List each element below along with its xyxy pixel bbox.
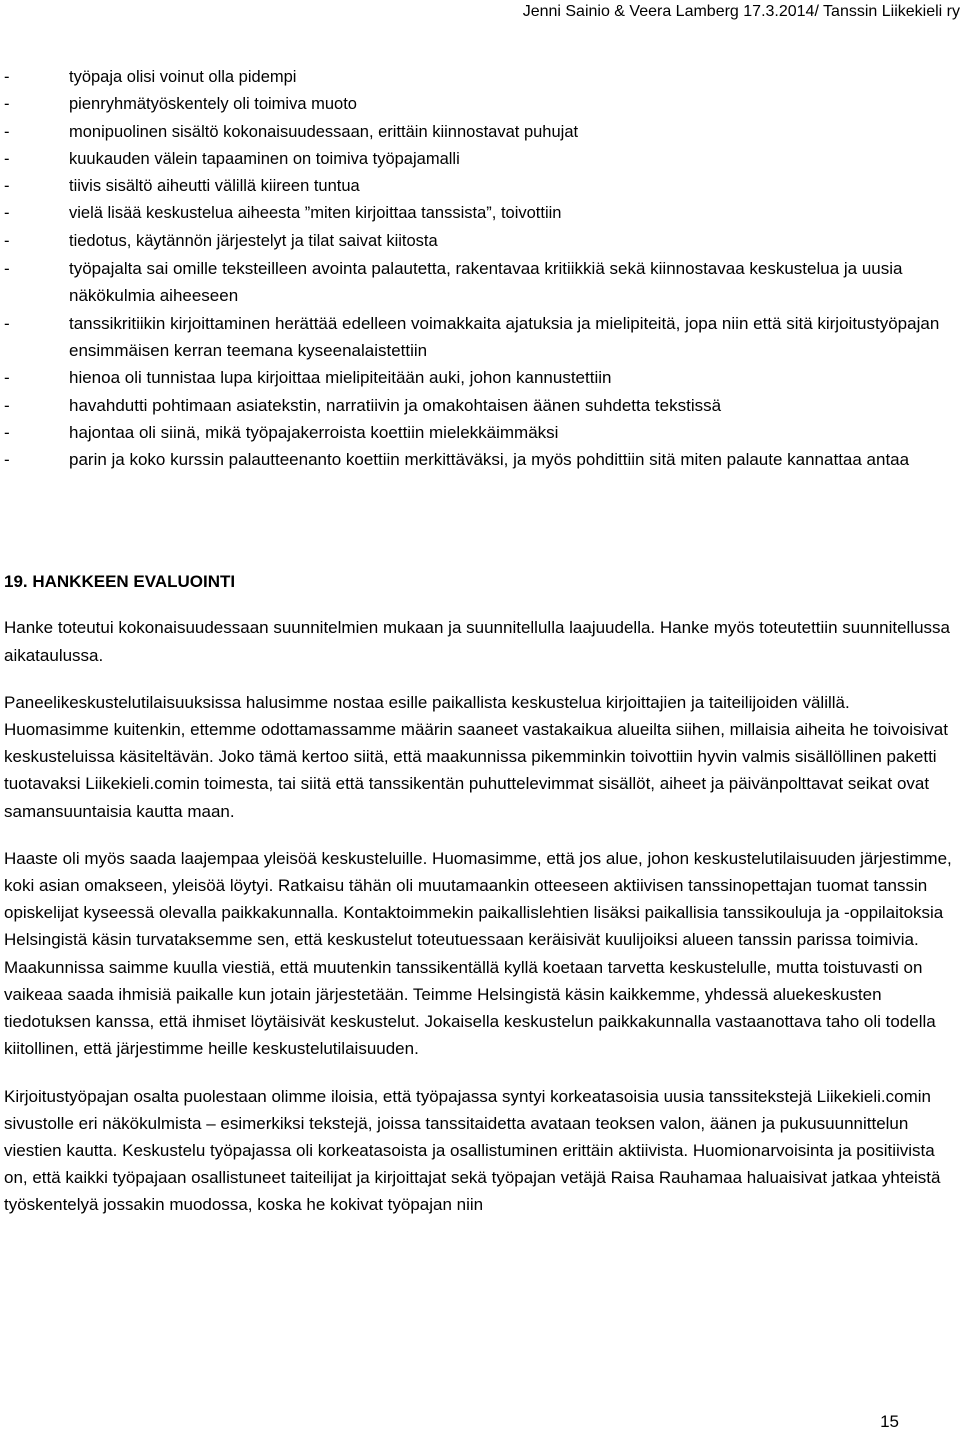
bullet-dash: - bbox=[4, 177, 10, 196]
bullet-item bbox=[4, 364, 954, 391]
bullet-text: tiivis sisältö aiheutti välillä kiireen tuntua bbox=[69, 177, 360, 196]
page-header: Jenni Sainio & Veera Lamberg 17.3.2014/ Tanssin Liikekieli ry bbox=[522, 3, 960, 20]
paragraph: Paneelikeskustelutilaisuuksissa halusimme nostaa esille paikallista keskustelua kirjoittajien ja taiteilijoiden välillä. Huomasimme kuitenkin, ettemme odottamassamme määrin saaneet vastakaikua alueilta siihen, millaisia aiheita he toivoisivat keskusteluissa käsiteltävän. Joko tämä kertoo siitä, että maakunnissa pikemminkin toivottiin hyvin valmis sisällöllinen paketti tuotavaksi Liikekieli.comin toimesta, tai siitä että tanssikentän puhuttelevimmat sisällöt, aiheet ja päivänpolttavat seikat ovat samansuuntaisia kautta maan. bbox=[4, 692, 948, 821]
bullet-dash: - bbox=[4, 395, 10, 415]
bullet-text: vielä lisää keskustelua aiheesta ”miten kirjoittaa tanssista”, toivottiin bbox=[69, 204, 562, 223]
bullet-text: tanssikritiikin kirjoittaminen herättää edelleen voimakkaita ajatuksia ja mielipiteitä, jopa niin että sitä kirjoitustyöpajan ensimmäisen kerran teemana kyseenalaistettiin bbox=[69, 313, 940, 360]
feedback-bullet-list bbox=[4, 64, 954, 473]
page-number: 15 bbox=[880, 1412, 899, 1431]
paragraph: Haaste oli myös saada laajempaa yleisöä keskusteluille. Huomasimme, että jos alue, johon keskustelutilaisuuden järjestimme, koki asian omakseen, yleisöä löytyi. Ratkaisu tähän oli muutamaankin otteeseen aktiivisen tanssinopettajan tuomat tanssin opiskelijat kyseessä olevalla paikkakunnalla. Kontaktoimmekin paikallislehtien lisäksi paikallisia tanssikouluja ja -oppilaitoksia Helsingistä käsin turvataksemme sen, että keskustelut toteutuessaan keräisivät kuulijoiksi alueen tanssin parissa toimivia. Maakunnissa saimme kuulla viestiä, että muutenkin tanssikentällä kyllä koetaan tarvetta keskustelulle, mutta toistuvasti on vaikeaa saada ihmisiä paikalle kun jotain järjestetään. Teimme Helsingistä käsin kaikkemme, yhdessä aluekeskusten tiedotuksen kanssa, että ihmiset löytäisivät keskustelut. Jokaisella keskustelun paikkakunnalla vastaanottava taho oli todella kiitollinen, että järjestimme heille keskustelutilaisuuden. bbox=[4, 848, 952, 1059]
bullet-item bbox=[4, 200, 954, 227]
bullet-text: havahdutti pohtimaan asiatekstin, narratiivin ja omakohtaisen äänen suhdetta tekstissä bbox=[69, 395, 722, 415]
bullet-item bbox=[4, 119, 954, 146]
bullet-item bbox=[4, 255, 954, 310]
bullet-dash: - bbox=[4, 122, 10, 141]
bullet-item bbox=[4, 91, 954, 118]
bullet-dash: - bbox=[4, 204, 10, 223]
bullet-item bbox=[4, 419, 954, 446]
bullet-dash: - bbox=[4, 259, 10, 279]
bullet-dash: - bbox=[4, 368, 10, 388]
bullet-text: hienoa oli tunnistaa lupa kirjoittaa mielipiteitään auki, johon kannustettiin bbox=[69, 368, 612, 388]
bullet-text: pienryhmätyöskentely oli toimiva muoto bbox=[69, 95, 357, 114]
bullet-text: hajontaa oli siinä, mikä työpajakerroista koettiin mielekkäimmäksi bbox=[69, 422, 559, 442]
paragraph: Kirjoitustyöpajan osalta puolestaan olimme iloisia, että työpajassa syntyi korkeatasoisia uusia tanssitekstejä Liikekieli.comin sivustolle eri näkökulmista – esimerkiksi tekstejä, joissa tanssitaidetta avataan teoksen valon, äänen ja pukusuunnittelun viestien kautta. Keskustelu työpajassa oli korkeatasoista ja osallistuminen erittäin aktiivista. Huomionarvoisinta ja positiivista on, että kaikki työpajaan osallistuneet taiteilijat ja kirjoittajat sekä työpajan vetäjä Raisa Rauhamaa haluaisivat jatkaa yhteistä työskentelyä jossakin muodossa, koska he kokivat työpajan niin bbox=[4, 1086, 941, 1215]
bullet-item bbox=[4, 146, 954, 173]
bullet-text: monipuolinen sisältö kokonaisuudessaan, erittäin kiinnostavat puhujat bbox=[69, 122, 579, 141]
bullet-item bbox=[4, 392, 954, 419]
bullet-text: työpajalta sai omille teksteilleen avointa palautetta, rakentavaa kritiikkiä sekä kiinnostavaa keskustelua ja uusia näkökulmia aiheeseen bbox=[69, 259, 903, 306]
bullet-dash: - bbox=[4, 149, 10, 168]
bullet-dash: - bbox=[4, 95, 10, 114]
bullet-text: tiedotus, käytännön järjestelyt ja tilat saivat kiitosta bbox=[69, 231, 438, 250]
bullet-dash: - bbox=[4, 313, 10, 333]
document-body bbox=[4, 64, 954, 1219]
bullet-text: työpaja olisi voinut olla pidempi bbox=[69, 68, 297, 86]
bullet-dash: - bbox=[4, 231, 10, 250]
section-heading: 19. HANKKEEN EVALUOINTI bbox=[4, 572, 236, 592]
bullet-item bbox=[4, 446, 954, 473]
bullet-text: kuukauden välein tapaaminen on toimiva työpajamalli bbox=[69, 149, 460, 168]
bullet-dash: - bbox=[4, 450, 10, 470]
bullet-item bbox=[4, 228, 954, 255]
bullet-item bbox=[4, 64, 954, 91]
bullet-dash: - bbox=[4, 68, 10, 86]
paragraph: Hanke toteutui kokonaisuudessaan suunnitelmien mukaan ja suunnitellulla laajuudella. Hanke myös toteutettiin suunnitellussa aikataulussa. bbox=[4, 618, 950, 665]
bullet-text: parin ja koko kurssin palautteenanto koettiin merkittäväksi, ja myös pohdittiin sitä miten palaute kannattaa antaa bbox=[69, 450, 910, 470]
bullet-dash: - bbox=[4, 422, 10, 442]
bullet-item bbox=[4, 310, 954, 365]
bullet-item bbox=[4, 173, 954, 200]
